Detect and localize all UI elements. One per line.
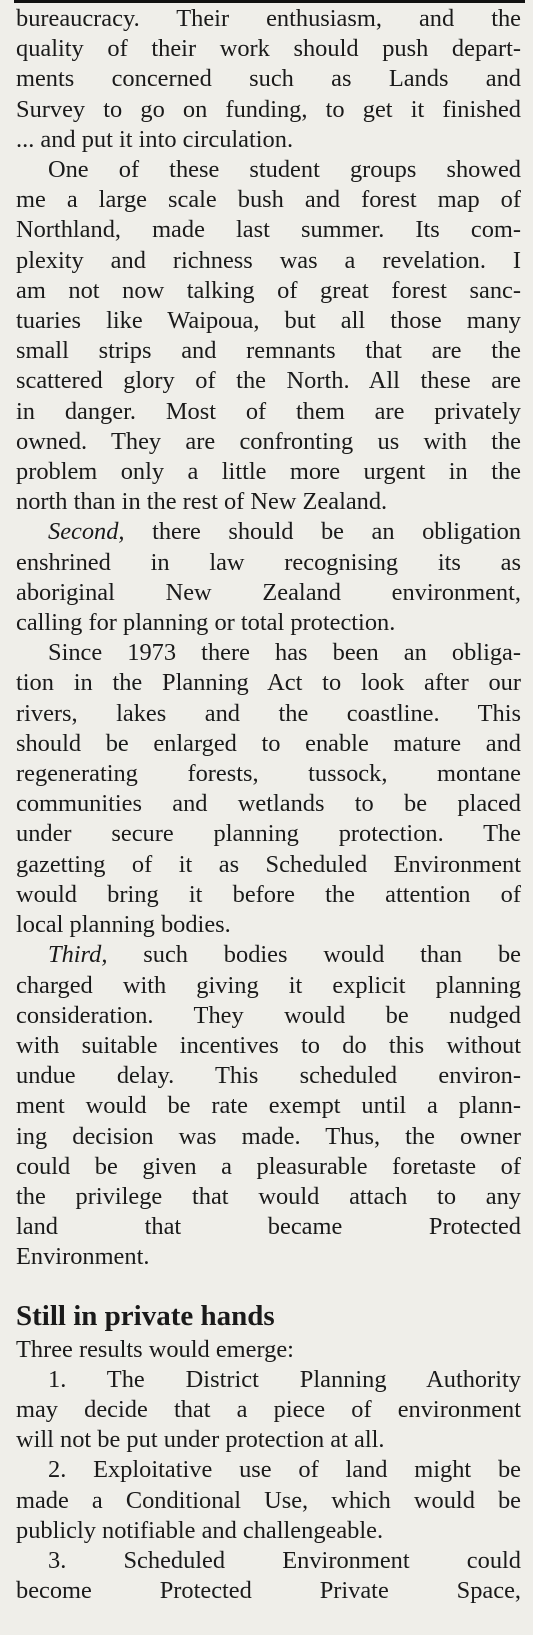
italic-lead: Second, xyxy=(48,518,125,546)
text-line: ing decision was made. Thus, the owner xyxy=(16,1122,521,1150)
text-line: scattered glory of the North. All these are xyxy=(16,367,521,395)
text-line: would bring it before the attention of xyxy=(16,880,521,908)
list-item-1 xyxy=(16,1365,521,1456)
list-item-2 xyxy=(16,1455,521,1546)
text-line: tuaries like Waipoua, but all those many xyxy=(16,307,521,335)
text-line: 2. Exploitative use of land might be xyxy=(48,1456,521,1484)
text-line: regenerating forests, tussock, montane xyxy=(16,760,521,788)
text-line: Environment. xyxy=(16,1243,150,1271)
text-line: Three results would emerge: xyxy=(16,1335,294,1363)
text-line: may decide that a piece of environment xyxy=(16,1395,521,1423)
text-line: charged with giving it explicit planning xyxy=(16,971,521,999)
text-line: Northland, made last summer. Its com- xyxy=(16,216,521,244)
text-line: under secure planning protection. The xyxy=(16,820,521,848)
text-line: become Protected Private Space, xyxy=(16,1577,521,1605)
paragraph-3 xyxy=(16,517,521,638)
text-line: ... and put it into circulation. xyxy=(16,125,294,153)
text-line: aboriginal New Zealand environment, xyxy=(16,578,521,606)
text-line xyxy=(16,517,521,547)
top-rule xyxy=(14,0,525,3)
text-line: Since 1973 there has been an obliga- xyxy=(48,639,521,667)
text-line: quality of their work should push depart- xyxy=(16,35,521,63)
text-line xyxy=(16,940,521,970)
text-line: consideration. They would be nudged xyxy=(16,1001,521,1029)
text-line: 3. Scheduled Environment could xyxy=(48,1546,521,1574)
paragraph-1 xyxy=(16,4,521,155)
text-line: owned. They are confronting us with the xyxy=(16,427,521,455)
text-line: gazetting of it as Scheduled Environment xyxy=(16,850,521,878)
intro-line xyxy=(16,1335,521,1365)
text-line: One of these student groups showed xyxy=(48,156,521,184)
text-line: publicly notifiable and challengeable. xyxy=(16,1516,384,1544)
text-line: ments concerned such as Lands and xyxy=(16,65,521,93)
text-line: am not now talking of great forest sanc- xyxy=(16,276,521,304)
text-line: the privilege that would attach to any xyxy=(16,1182,521,1210)
paragraph-2 xyxy=(16,155,521,517)
text-line: will not be put under protection at all. xyxy=(16,1426,385,1454)
text-line: me a large scale bush and forest map of xyxy=(16,186,521,214)
text-line: communities and wetlands to be placed xyxy=(16,790,521,818)
text-line: rivers, lakes and the coastline. This xyxy=(16,699,521,727)
text-line: could be given a pleasurable foretaste of xyxy=(16,1152,521,1180)
text-line: made a Conditional Use, which would be xyxy=(16,1486,521,1514)
text-line: 1. The District Planning Authority xyxy=(48,1365,521,1393)
italic-lead: Third, xyxy=(48,941,108,969)
text-line: in danger. Most of them are privately xyxy=(16,397,521,425)
article-column xyxy=(16,4,521,1606)
paragraph-4 xyxy=(16,638,521,940)
text-line: land that became Protected xyxy=(16,1213,521,1241)
text-line: ment would be rate exempt until a plann- xyxy=(16,1092,521,1120)
text-line: north than in the rest of New Zealand. xyxy=(16,488,388,516)
section-heading: Still in private hands xyxy=(16,1299,275,1332)
text-line: local planning bodies. xyxy=(16,911,231,939)
list-item-3 xyxy=(16,1546,521,1606)
text-line: enshrined in law recognising its as xyxy=(16,548,521,576)
text-line: tion in the Planning Act to look after our xyxy=(16,669,521,697)
text-fragment: such bodies would than be xyxy=(107,941,521,969)
text-line: bureaucracy. Their enthusiasm, and the xyxy=(16,5,521,32)
text-line: problem only a little more urgent in the xyxy=(16,458,521,486)
text-line: with suitable incentives to do this without xyxy=(16,1031,521,1059)
text-line: Survey to go on funding, to get it finished xyxy=(16,95,521,123)
text-line: calling for planning or total protection. xyxy=(16,609,396,637)
paragraph-5 xyxy=(16,940,521,1272)
text-line: undue delay. This scheduled environ- xyxy=(16,1062,521,1090)
text-line: small strips and remnants that are the xyxy=(16,337,521,365)
text-line: plexity and richness was a revelation. I xyxy=(16,246,521,274)
text-line: should be enlarged to enable mature and xyxy=(16,729,521,757)
text-fragment: there should be an obligation xyxy=(124,518,521,546)
